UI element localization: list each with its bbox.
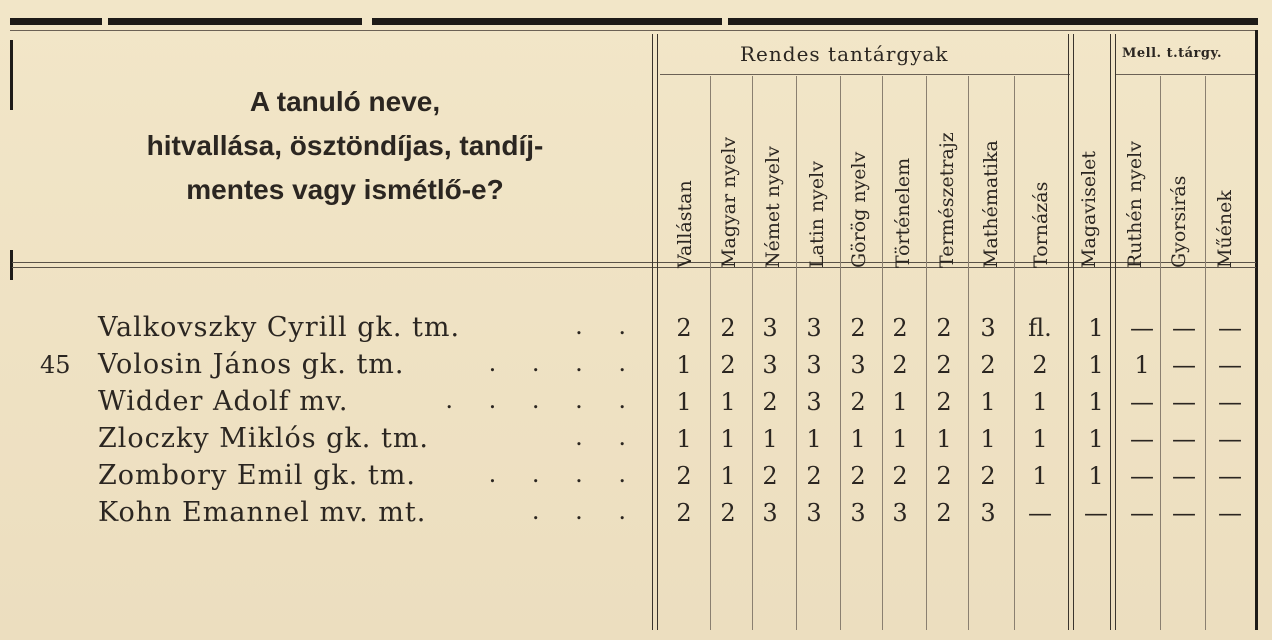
grade-cell: — — [1218, 314, 1242, 342]
subject-header: Mathématika — [980, 140, 1002, 268]
grade-cell: 1 — [720, 462, 736, 490]
grade-cell: 1 — [1134, 351, 1150, 379]
subject-header: Magaviselet — [1078, 150, 1100, 268]
col-sep — [1205, 76, 1206, 630]
grade-cell: — — [1172, 388, 1196, 416]
grade-cell: 3 — [850, 499, 866, 527]
grade-cell: — — [1218, 388, 1242, 416]
grade-cell: 2 — [762, 462, 778, 490]
top-rule-4 — [728, 18, 1258, 25]
left-border-lower — [10, 250, 13, 280]
top-rule-3 — [372, 18, 722, 25]
right-border — [1255, 30, 1258, 630]
subject-header: Tornázás — [1030, 181, 1052, 268]
grade-cell: — — [1172, 314, 1196, 342]
name-column-separator-2 — [657, 34, 658, 630]
grade-cell: 2 — [936, 499, 952, 527]
student-name: Zombory Emil gk. tm. — [98, 460, 416, 491]
subject-header: Történelem — [892, 157, 914, 268]
subject-header: Gyorsirás — [1168, 175, 1190, 268]
grade-cell: — — [1130, 388, 1154, 416]
grade-cell: 1 — [980, 388, 996, 416]
grade-cell: 1 — [1088, 462, 1104, 490]
grade-cell: 1 — [1088, 314, 1104, 342]
grade-cell: 1 — [892, 388, 908, 416]
subject-header: Természetrajz — [936, 132, 958, 268]
grade-cell: 2 — [676, 314, 692, 342]
conduct-separator-2 — [1073, 34, 1074, 630]
grade-cell: 1 — [720, 425, 736, 453]
grade-cell: 3 — [806, 499, 822, 527]
grade-cell: — — [1218, 425, 1242, 453]
header-bottom-rule — [12, 262, 1256, 263]
grade-cell: 3 — [850, 351, 866, 379]
grade-cell: 3 — [892, 499, 908, 527]
leader-dots: . . — [575, 312, 640, 340]
grade-cell: 2 — [720, 499, 736, 527]
subject-header: Görög nyelv — [848, 151, 870, 268]
subject-header: Vallástan — [674, 180, 696, 268]
grade-cell: 2 — [850, 388, 866, 416]
grade-cell: 2 — [850, 314, 866, 342]
grade-cell: 2 — [892, 314, 908, 342]
grade-cell: — — [1172, 425, 1196, 453]
grade-cell: 2 — [892, 351, 908, 379]
top-rule-1 — [10, 18, 102, 25]
title-line-3: mentes vagy ismétlő-e? — [186, 174, 504, 205]
grade-cell: 3 — [762, 351, 778, 379]
grade-cell: 1 — [806, 425, 822, 453]
subject-header: Latin nyelv — [806, 161, 828, 268]
subject-header: Ruthén nyelv — [1124, 141, 1146, 268]
grade-cell: 1 — [1088, 351, 1104, 379]
grade-cell: — — [1218, 499, 1242, 527]
grade-cell: 2 — [892, 462, 908, 490]
grade-cell: 1 — [676, 388, 692, 416]
grade-cell: — — [1172, 351, 1196, 379]
group-underline-extra — [1115, 74, 1255, 75]
title-line-1: A tanuló neve, — [249, 86, 441, 117]
top-rule-2 — [108, 18, 362, 25]
grade-cell: 2 — [980, 351, 996, 379]
grade-cell: 3 — [762, 499, 778, 527]
grade-cell: — — [1172, 462, 1196, 490]
grade-cell: 1 — [720, 388, 736, 416]
column-header-title — [40, 80, 650, 212]
grade-cell: — — [1130, 425, 1154, 453]
group-underline-main — [660, 74, 1070, 75]
grade-cell: 3 — [762, 314, 778, 342]
grade-cell: 1 — [892, 425, 908, 453]
grade-cell: 1 — [936, 425, 952, 453]
grade-cell: 1 — [850, 425, 866, 453]
grade-cell: 2 — [936, 314, 952, 342]
grade-cell: 1 — [676, 351, 692, 379]
grade-cell: — — [1218, 462, 1242, 490]
col-sep — [1014, 76, 1015, 630]
grade-cell: 1 — [1032, 388, 1048, 416]
left-border — [10, 40, 13, 110]
conduct-separator — [1068, 34, 1069, 630]
grade-cell: 1 — [980, 425, 996, 453]
grade-cell: 3 — [806, 388, 822, 416]
grade-cell: 2 — [762, 388, 778, 416]
title-line-2: hitvallása, ösztöndíjas, tandíj- — [146, 130, 544, 161]
grade-cell: fl. — [1028, 314, 1052, 342]
subject-header: Magyar nyelv — [718, 136, 740, 268]
grade-cell: 1 — [1032, 462, 1048, 490]
grade-cell: 2 — [676, 499, 692, 527]
grade-cell: 2 — [676, 462, 692, 490]
subject-header: Német nyelv — [762, 146, 784, 268]
student-name: Volosin János gk. tm. — [98, 349, 405, 380]
student-name: Widder Adolf mv. — [98, 386, 349, 417]
grade-cell: — — [1130, 314, 1154, 342]
grade-cell: — — [1218, 351, 1242, 379]
grade-cell: 3 — [980, 499, 996, 527]
group-label-extra: Mell. t.tárgy. — [1122, 46, 1223, 61]
grade-cell: 2 — [720, 351, 736, 379]
grade-cell: — — [1172, 499, 1196, 527]
grade-cell: 2 — [1032, 351, 1048, 379]
grade-cell: 2 — [806, 462, 822, 490]
subject-header: Műének — [1214, 190, 1236, 268]
grade-cell: 1 — [676, 425, 692, 453]
grade-cell: 2 — [720, 314, 736, 342]
grade-cell: 3 — [806, 314, 822, 342]
name-column-separator — [652, 34, 653, 630]
header-bottom-rule-2 — [12, 267, 1256, 268]
grade-cell: 2 — [936, 462, 952, 490]
grade-cell: 3 — [980, 314, 996, 342]
grade-cell: 2 — [980, 462, 996, 490]
student-name: Valkovszky Cyrill gk. tm. — [98, 312, 461, 343]
student-name: Zloczky Miklós gk. tm. — [98, 423, 430, 454]
grade-cell: 2 — [936, 388, 952, 416]
row-number: 45 — [40, 351, 71, 379]
grade-cell: — — [1028, 499, 1052, 527]
grade-cell: — — [1130, 499, 1154, 527]
grade-cell: 1 — [762, 425, 778, 453]
grade-cell: 1 — [1032, 425, 1048, 453]
grade-cell: — — [1084, 499, 1108, 527]
group-label-main: Rendes tantárgyak — [740, 42, 949, 66]
grade-cell: 3 — [806, 351, 822, 379]
leader-dots: . . . — [531, 497, 640, 525]
grade-cell: 1 — [1088, 388, 1104, 416]
grade-cell: 1 — [1088, 425, 1104, 453]
leader-dots: . . . . — [488, 349, 640, 377]
leader-dots: . . — [575, 423, 640, 451]
student-name: Kohn Emannel mv. mt. — [98, 497, 427, 528]
leader-dots: . . . . . — [445, 386, 640, 414]
leader-dots: . . . . — [488, 460, 640, 488]
grade-cell: — — [1130, 462, 1154, 490]
top-thin-rule — [10, 30, 1258, 31]
grade-cell: 2 — [850, 462, 866, 490]
grade-cell: 2 — [936, 351, 952, 379]
